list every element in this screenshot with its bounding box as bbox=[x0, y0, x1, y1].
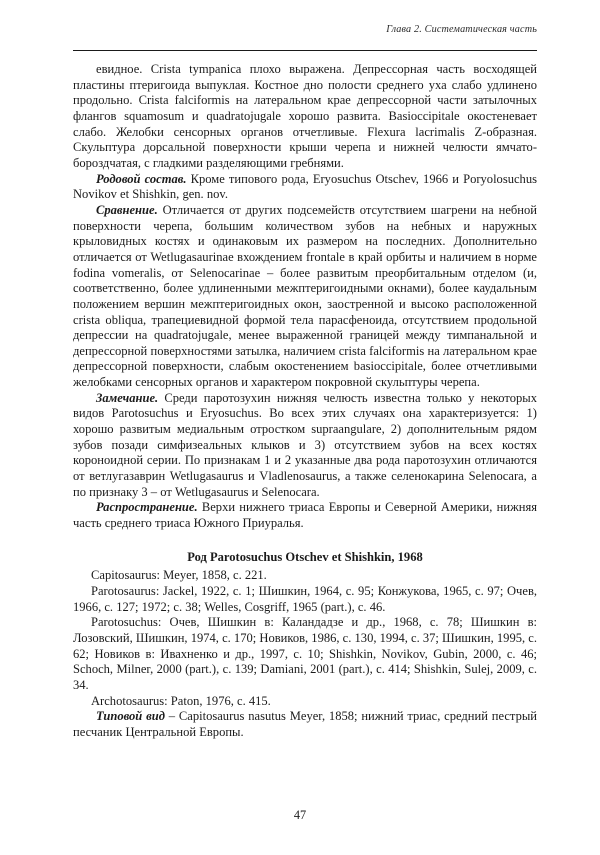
section-zamechanie-label: Замечание. bbox=[96, 390, 159, 405]
header-rule bbox=[73, 50, 537, 51]
section-rodovoy-sostav bbox=[73, 172, 537, 203]
section-tipovoy-vid-text: – Capitosaurus nasutus Meyer, 1858; нижний триас, средний пестрый песчаник Центральной Европы. bbox=[73, 709, 537, 739]
section-sravnenie-label: Сравнение. bbox=[96, 202, 158, 217]
page-number: 47 bbox=[293, 808, 307, 822]
synonymy-entry-archotosaurus: Archotosaurus: Paton, 1976, с. 415. bbox=[91, 693, 271, 708]
synonymy-entry-parotosaurus: Parotosaurus: Jackel, 1922, с. 1; Шишкин, 1964, с. 95; Конжукова, 1965, с. 97; Очев, 1966, с. 127; 1972; с. 38; Welles, Cosgriff, 1965 (part.), с. 46. bbox=[73, 584, 537, 614]
section-rasprostranenie-label: Распространение. bbox=[96, 500, 198, 515]
section-zamechanie bbox=[73, 391, 537, 501]
section-rodovoy-sostav-text: Кроме типового рода, Eryosuchus Otschev, 1966 и Poryolosuchus Novikov et Shishkin, gen. nov. bbox=[73, 171, 537, 202]
genus-heading: Род Parotosuchus Otschev et Shishkin, 1968 bbox=[187, 549, 423, 564]
paragraph-continuation-text: евидное. Crista tympanica плохо выражена. Депрессорная часть восходящей пластины птеригоида выпуклая. Костное дно полости среднего уха слабо удлинено продольно. Crista falciformis на латеральном крае депрессорной части затылочных флангов squamosum и quadratojugale хорошо развита. Basioccipitale окостеневает слабо. Желобки сенсорных органов отчетливые. Flexura lacrimalis Z-образная. Скульптура дорсальной поверхности крыши черепа и нижней челюсти ямчато-бороздчатая, с гладкими разделяющими гребнями. bbox=[73, 62, 537, 170]
section-rasprostranenie-text: Верхи нижнего триаса Европы и Северной Америки, нижняя часть среднего триаса Южного Приуралья. bbox=[73, 500, 537, 531]
paragraph-continuation bbox=[73, 62, 537, 172]
section-sravnenie-text: Отличается от других подсемейств отсутствием шагрени на небной поверхности черепа, большим количеством зубов на небных и наружных крыловидных костях и одинаковым их размером на последних. Дополнительно отличается от Wetlugasaurinae вхождением frontale в край орбиты и наличием в норме fodina vomeralis, от Selenocarinae – более развитым преорбитальным отделом (и, соответственно, более удлиненными межптеригоидными окнами), более каудальным положением вершин межптеригоидных окон, заостренной и высоко расположенной crista obliqua, трапециевидной формой тела парасфеноида, отсутствием продольной депрессии на quadratojugale, менее выраженной границей между тимпанальной и депрессорной поверхностями затылка, наличием crista falciformis на латеральном крае депрессорной поверхности, слабым окостенением basioccipitale, более отчетливыми желобками сенсорных органов и характером покровной скульптуры черепа. bbox=[73, 202, 537, 390]
synonymy-entry-parotosuchus: Parotosuchus: Очев, Шишкин в: Каландадзе и др., 1968, с. 78; Шишкин в: Лозовский, Шишкин, 1974, с. 170; Новиков, 1986, с. 130, 1994, с. 37; Шишкин, 1995, с. 62; Новиков в: Ивахненко и др., 1997, с. 10; Shishkin, Novikov, Gubin, 2000, с. 46; Schoch, Milner, 2000 (part.), с. 139; Damiani, 2001 (part.), с. 414; Shishkin, Sulej, 2009, с. 34. bbox=[73, 615, 537, 692]
section-tipovoy-vid bbox=[73, 709, 537, 740]
section-zamechanie-text: Среди паротозухин нижняя челюсть известна только у некоторых видов Parotosuchus и Eryosuchus. Во всех этих случаях она характеризуется: 1) хорошо развитым медиальным отростком supraangulare, 2) дополнительным рядом зубов позади симфизеальных клыков и 3) отсутствием зубов на всех костях короноидной серии. По признакам 1 и 2 указанные два рода паротозухин отличаются от ветлугазаврин Wetlugasaurus и Vladlenosaurus, а также селенокарина Selenocara, а по признаку 3 – от Wetlugasaurus и Selenocara. bbox=[73, 390, 537, 499]
running-head: Глава 2. Систематическая часть bbox=[386, 24, 537, 35]
section-rodovoy-sostav-label: Родовой состав. bbox=[96, 171, 187, 186]
section-sravnenie bbox=[73, 203, 537, 391]
section-tipovoy-vid-label: Типовой вид bbox=[96, 709, 165, 724]
synonymy-entry-capitosaurus: Capitosaurus: Meyer, 1858, с. 221. bbox=[91, 568, 267, 583]
section-rasprostranenie bbox=[73, 500, 537, 531]
page-text-block bbox=[73, 62, 537, 741]
